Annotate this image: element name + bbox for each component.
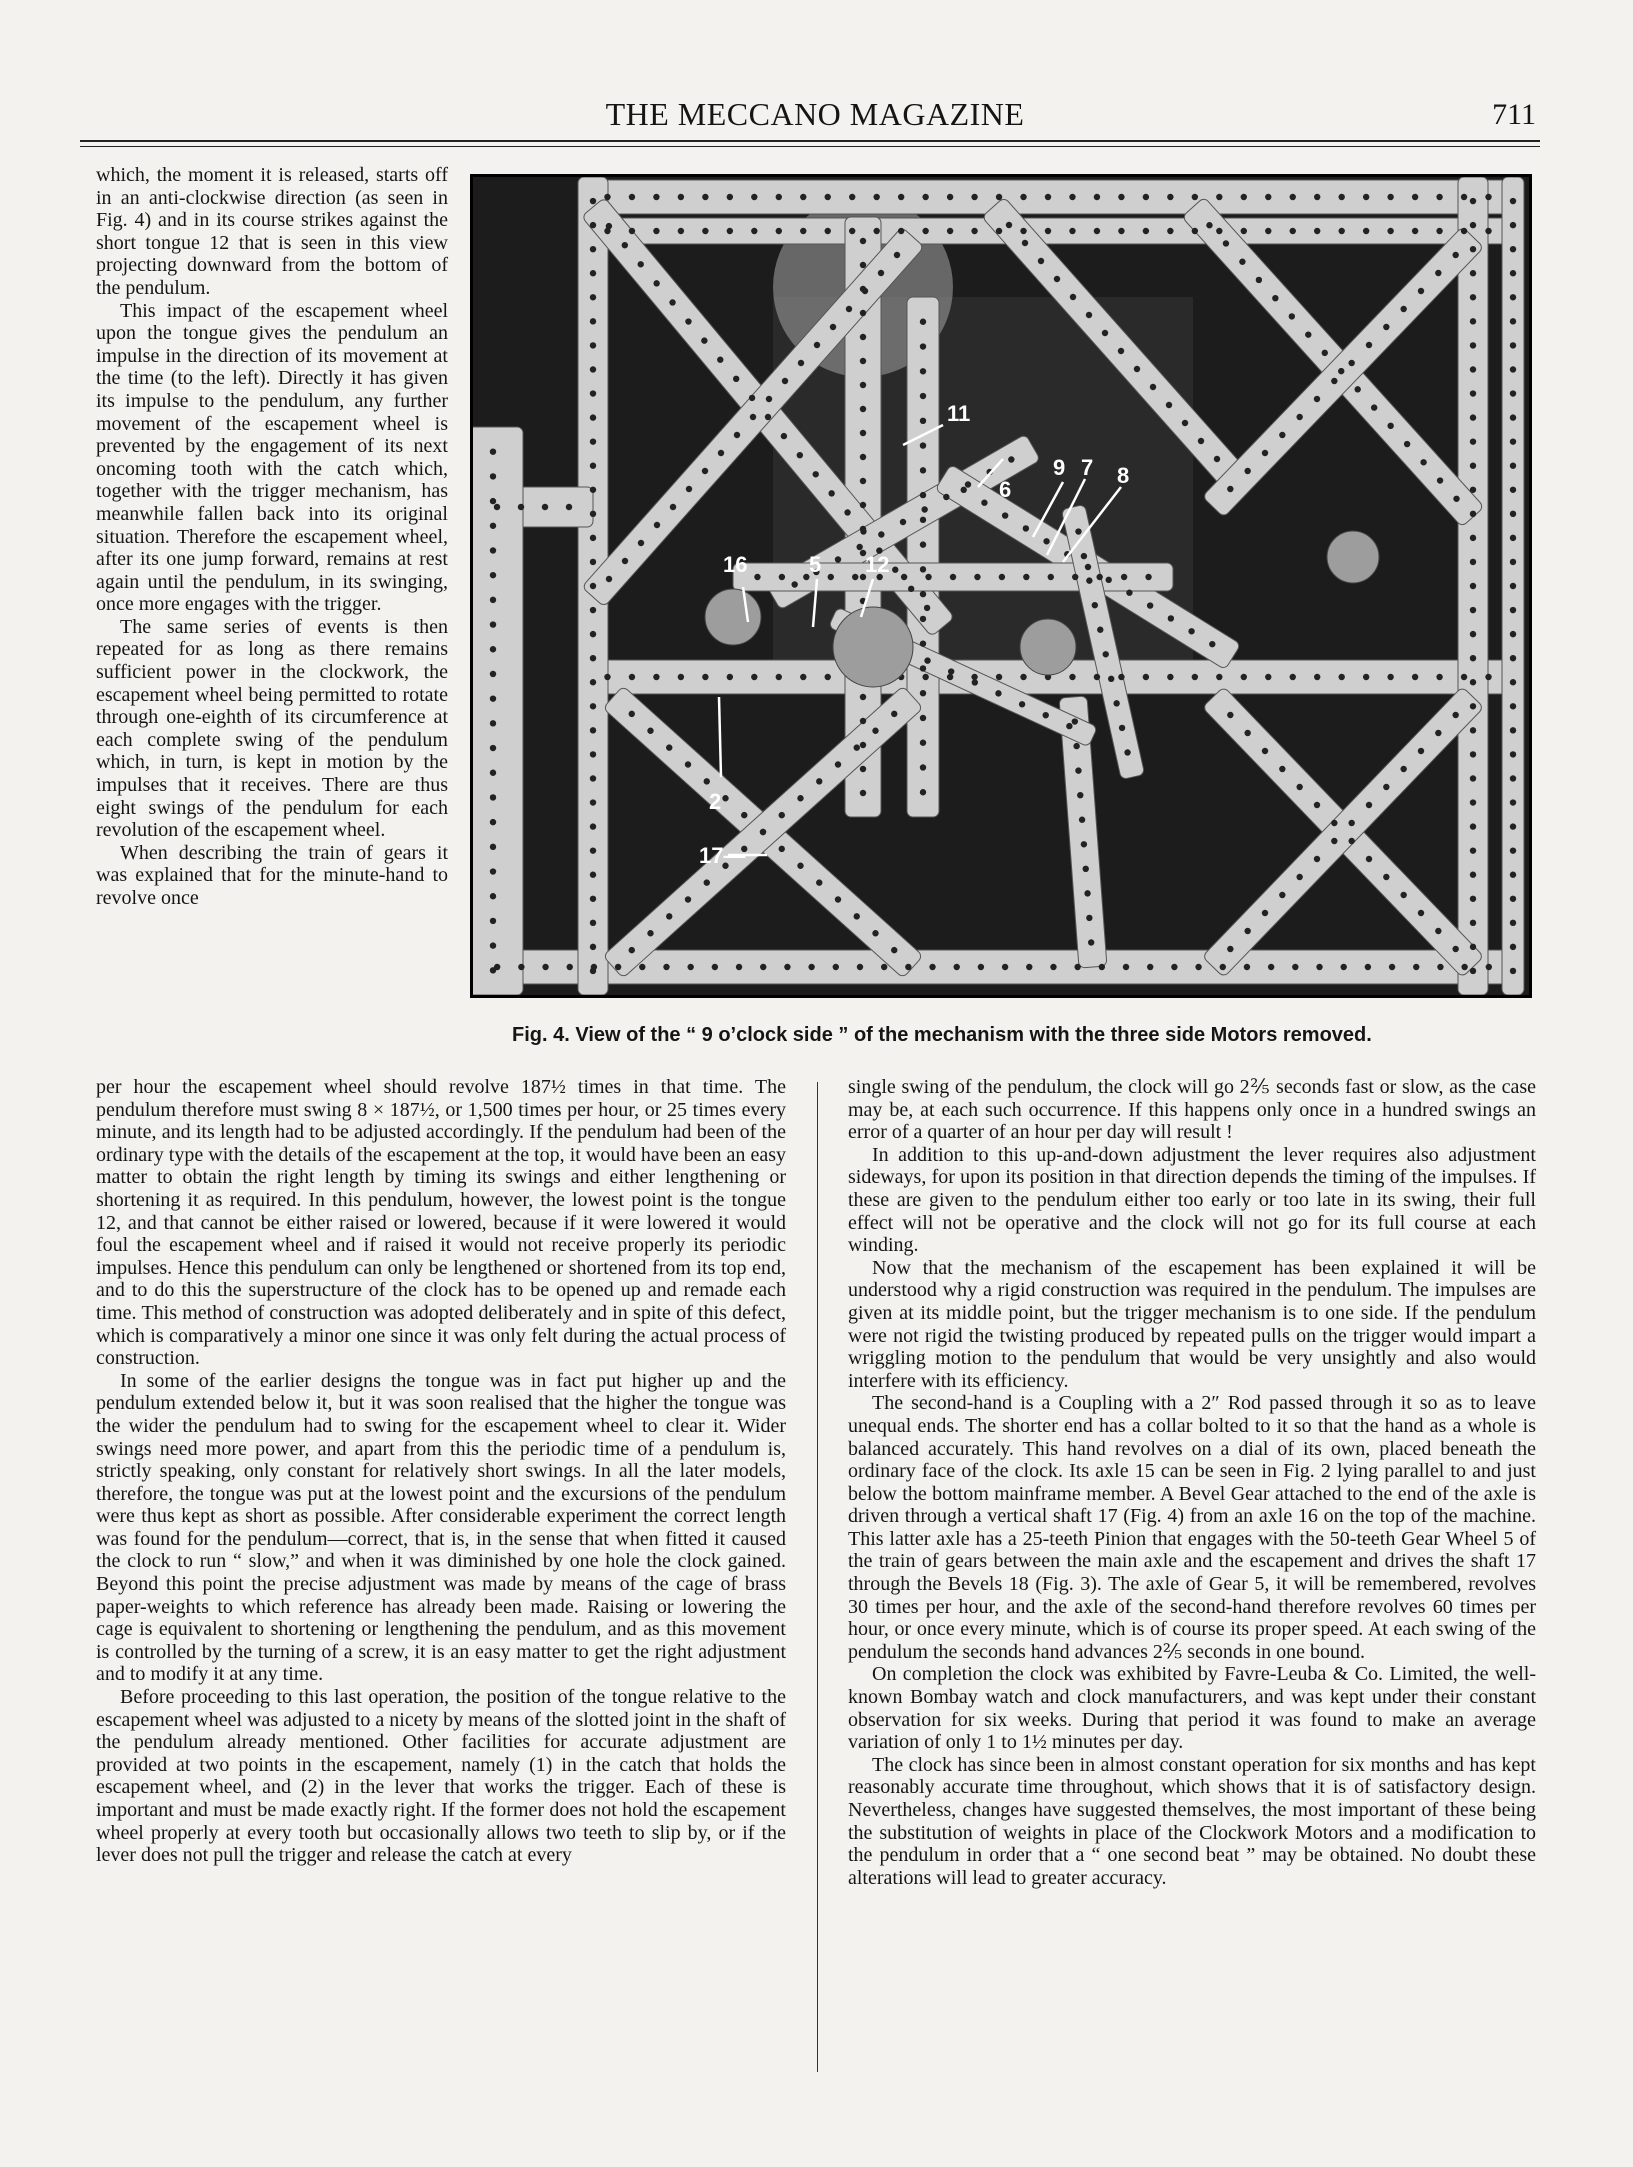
paragraph: On completion the clock was exhibited by Favre-Leuba & Co. Limited, the well-known Bombay watch and clock manufacturers, and was kept under their constant observation for six weeks. During that period it was found to make an average variation of only 1 to 1½ minutes per day. xyxy=(848,1663,1536,1754)
right-column xyxy=(848,1076,1536,1889)
mechanism-illustration xyxy=(473,177,1529,995)
paragraph: which, the moment it is released, starts off in an anti-clockwise direction (as seen in Fig. 4) and in its course strikes against the short tongue 12 that is seen in this view projecting downward from the bottom of the pendulum. xyxy=(96,164,448,299)
paragraph: Before proceeding to this last operation, the position of the tongue relative to the escapement wheel was adjusted to a nicety by means of the slotted joint in the shaft of the pendulum already mentioned. Other facilities for accurate adjustment are provided at two points in the escapement, namely (1) in the catch that holds the escapement wheel, and (2) in the lever that works the trigger. Each of these is important and must be made exactly right. If the former does not hold the escapement wheel properly at every tooth but occasionally allows two teeth to slip by, or if the lever does not pull the trigger and release the catch at every xyxy=(96,1686,786,1867)
left-narrow-column xyxy=(96,164,448,910)
figure-label-5: 5 xyxy=(809,552,822,577)
paragraph: The clock has since been in almost constant operation for six months and has kept reasonably accurate time throughout, which shows that it is of satisfactory design. Nevertheless, changes have suggested themselves, the most important of these being the substitution of weights in place of the Clockwork Motors and a modification to the pendulum in order that a “ one second beat ” may be obtained. No doubt these alterations will lead to greater accuracy. xyxy=(848,1753,1536,1889)
header-rule-thin xyxy=(80,146,1540,147)
page-number: 711 xyxy=(1492,98,1536,131)
paragraph: When describing the train of gears it was explained that for the minute-hand to revolve once xyxy=(96,841,448,909)
paragraph: In some of the earlier designs the tongue was in fact put higher up and the pendulum extended below it, but it was soon realised that the higher the tongue was the wider the pendulum had to swing for the escapement wheel to clear it. Wider swings need more power, and apart from this the periodic time of a pendulum is, strictly speaking, only constant for relatively short swings. In all the later models, therefore, the tongue was put at the lowest point and the excursions of the pendulum were thus kept as short as possible. After considerable experiment the correct length was found for the pendulum—correct, that is, in the sense that when fitted it caused the clock to run “ slow,” and when it was diminished by one hole the clock gained. Beyond this point the precise adjustment was made by means of the cage of brass paper-weights to which reference has already been made. Raising or lowering the cage is equivalent to shortening or lengthening the pendulum, and as this movement is controlled by the turning of a screw, it is an easy matter to get the right adjustment and to modify it at any time. xyxy=(96,1369,786,1686)
figure-label-12: 12 xyxy=(865,552,890,577)
paragraph: In addition to this up-and-down adjustment the lever requires also adjustment sideways, for upon its position in that direction depends the timing of the impulses. If these are given to the pendulum either too early or too late in its swing, their full effect will not be operative and the clock will not go for its full course at each winding. xyxy=(848,1143,1536,1257)
paragraph: This impact of the escapement wheel upon the tongue gives the pendulum an impulse in the direction of its movement at the time (to the left). Directly it has given its impulse to the pendulum, any further movement of the escapement wheel is prevented by the engagement of its next oncoming tooth with the catch which, together with the trigger mechanism, has meanwhile fallen back into its original situation. Therefore the escapement wheel, after its one jump forward, remains at rest again until the pendulum, in its swinging, once more engages with the trigger. xyxy=(96,299,448,616)
figure-label-17: 17— xyxy=(699,843,746,868)
figure-label-11: 11 xyxy=(947,401,971,426)
left-wide-column xyxy=(96,1076,786,1867)
figure-label-7: 7 xyxy=(1081,455,1094,480)
figure-label-8: 8 xyxy=(1117,463,1130,488)
figure-caption: Fig. 4. View of the “ 9 o’clock side ” of the mechanism with the three side Motors removed. xyxy=(512,1024,1372,1046)
paragraph: Now that the mechanism of the escapement has been explained it will be understood why a rigid construction was required in the pendulum. The impulses are given at its middle point, but the trigger mechanism is to one side. If the pendulum were not rigid the twisting produced by repeated pulls on the trigger would impart a wriggling motion to the pendulum that would be very unsightly and also would interfere with its efficiency. xyxy=(848,1256,1536,1392)
paragraph: per hour the escapement wheel should revolve 187½ times in that time. The pendulum therefore must swing 8 × 187½, or 1,500 times per hour, or 25 times every minute, and its length had to be adjusted accordingly. If the pendulum had been of the ordinary type with the details of the escapement at the top, it would have been an easy matter to obtain the right length by timing its swings and either lengthening or shortening it as required. In this pendulum, however, the lowest point is the tongue 12, and that cannot be either raised or lowered, because if it were lowered it would foul the escapement wheel and if raised it would not receive properly its periodic impulses. Hence this pendulum can only be lengthened or shortened from its top end, and to do this the superstructure of the clock has to be opened up and remade each time. This method of construction was adopted deliberately and in spite of this defect, which is comparatively a minor one since it was only felt during the actual process of construction. xyxy=(96,1076,786,1370)
header-rule xyxy=(80,140,1540,142)
page-header xyxy=(80,96,1550,136)
magazine-title: THE MECCANO MAGAZINE xyxy=(605,96,1025,132)
paragraph: The second-hand is a Coupling with a 2″ Rod passed through it so as to leave unequal ends. The shorter end has a collar bolted to it so that the hand as a whole is balanced accurately. This hand revolves on a dial of its own, placed beneath the ordinary face of the clock. Its axle 15 can be seen in Fig. 2 lying parallel to and just below the bottom mainframe member. A Bevel Gear attached to the end of the axle is driven through a vertical shaft 17 (Fig. 4) from an axle 16 on the top of the machine. This latter axle has a 25-teeth Pinion that engages with the 50-teeth Gear Wheel 5 of the train of gears between the main axle and the escapement and drives the shaft 17 through the Bevels 18 (Fig. 3). The axle of Gear 5, it will be remembered, revolves 30 times per hour, and the axle of the second-hand therefore revolves 60 times per hour, or once every minute, which is of course its proper speed. At each swing of the pendulum the seconds hand advances 2⅖ seconds in one bound. xyxy=(848,1392,1536,1663)
paragraph: The same series of events is then repeated for as long as there remains sufficient power in the clockwork, the escapement wheel being permitted to rotate through one-eighth of its circumference at each complete swing of the pendulum which, in turn, is kept in motion by the impulses that it receives. There are thus eight swings of the pendulum for each revolution of the escapement wheel. xyxy=(96,615,448,842)
figure-label-2: 2 xyxy=(709,789,722,814)
column-divider xyxy=(817,1082,818,2072)
figure-label-9: 9 xyxy=(1053,455,1066,480)
paragraph: single swing of the pendulum, the clock will go 2⅖ seconds fast or slow, as the case may be, at each such occurrence. If this happens only once in a hundred swings an error of a quarter of an hour per day will result ! xyxy=(848,1076,1536,1144)
figure-label-16: 16 xyxy=(723,552,748,577)
figure-label-6: 6 xyxy=(999,477,1012,502)
meccano-mechanism-photo xyxy=(470,174,1532,998)
